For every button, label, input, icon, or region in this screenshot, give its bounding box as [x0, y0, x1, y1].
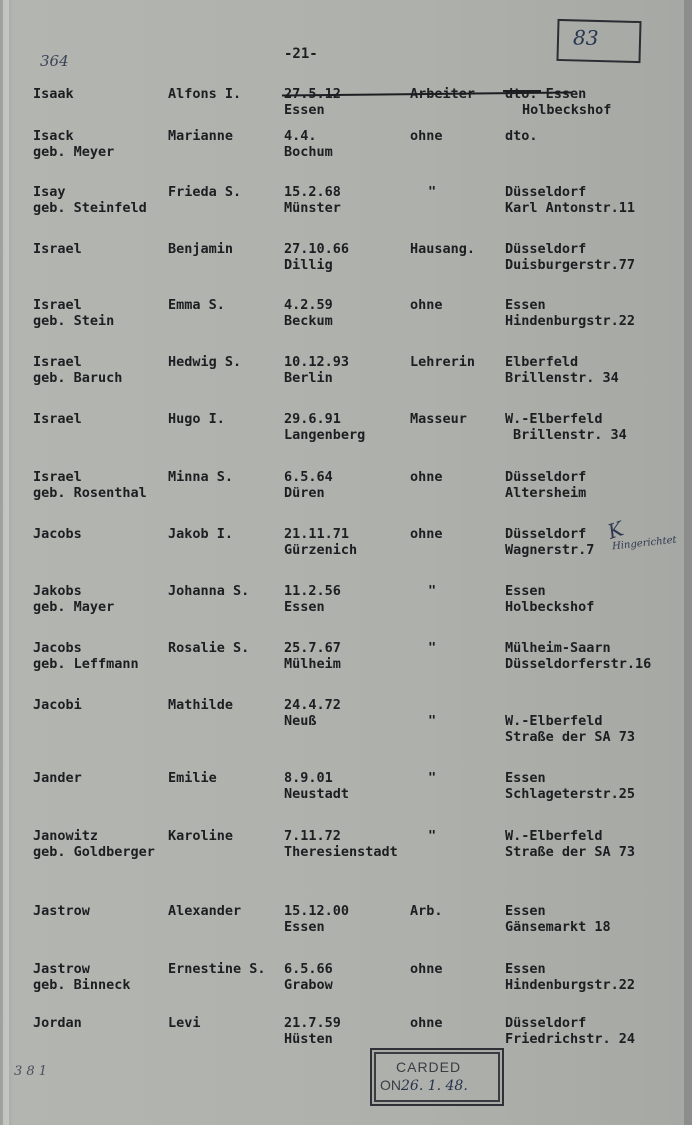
entry-row	[0, 354, 692, 394]
entry-row	[0, 86, 692, 126]
address-street: Holbeckshof	[505, 599, 595, 615]
forename: Levi	[168, 1015, 201, 1031]
entry-row	[0, 583, 692, 623]
surname: Jacobs	[33, 640, 82, 656]
address-city: dto.	[505, 128, 538, 144]
forename: Frieda S.	[168, 184, 242, 200]
occupation: "	[428, 583, 437, 599]
birth-date: 21.11.71	[284, 526, 350, 542]
entry-row	[0, 297, 692, 337]
occupation: "	[428, 828, 437, 844]
birth-place: Essen	[284, 102, 325, 118]
maiden-name: geb. Binneck	[33, 977, 131, 993]
address-city: Düsseldorf	[505, 241, 587, 257]
forename: Minna S.	[168, 469, 234, 485]
address-city: Essen	[505, 770, 546, 786]
entry-row	[0, 770, 692, 810]
address-street: Gänsemarkt 18	[505, 919, 611, 935]
birth-date: 29.6.91	[284, 411, 341, 427]
address-city: Elberfeld	[505, 354, 579, 370]
birth-place: Beckum	[284, 313, 333, 329]
address-city: dto. Essen	[505, 86, 587, 102]
entry-row	[0, 697, 692, 745]
maiden-name: geb. Mayer	[33, 599, 115, 615]
stamp-label: CARDED	[396, 1059, 462, 1075]
surname: Isay	[33, 184, 66, 200]
birth-date: 24.4.72	[284, 697, 341, 713]
entry-row	[0, 640, 692, 680]
birth-place: Hüsten	[284, 1031, 333, 1047]
stamp-date-line	[380, 1077, 468, 1094]
address-city: W.-Elberfeld	[505, 411, 603, 427]
forename: Alexander	[168, 903, 242, 919]
address-street: Straße der SA 73	[505, 844, 636, 860]
surname: Israel	[33, 241, 82, 257]
birth-place: Münster	[284, 200, 341, 216]
page-number: -21-	[284, 46, 318, 62]
occupation: "	[428, 640, 437, 656]
birth-date: 7.11.72	[284, 828, 341, 844]
birth-place: Mülheim	[284, 656, 341, 672]
birth-date: 15.12.00	[284, 903, 350, 919]
address-city: Essen	[505, 903, 546, 919]
birth-place: Theresienstadt	[284, 844, 398, 860]
entry-row	[0, 1015, 692, 1055]
address-city: Essen	[505, 583, 546, 599]
address-street: Schlageterstr.25	[505, 786, 636, 802]
occupation: "	[428, 184, 437, 200]
address-street: Altersheim	[505, 485, 587, 501]
surname: Jacobi	[33, 697, 82, 713]
address-city: Essen	[505, 961, 546, 977]
address-street: Brillenstr. 34	[513, 427, 627, 443]
surname: Israel	[33, 469, 82, 485]
surname: Israel	[33, 297, 82, 313]
birth-date: 27.5.12	[284, 86, 341, 102]
birth-place: Neuß	[284, 713, 317, 729]
address-city: Essen	[505, 297, 546, 313]
maiden-name: geb. Rosenthal	[33, 485, 147, 501]
occupation: Lehrerin	[410, 354, 476, 370]
forename: Hugo I.	[168, 411, 225, 427]
forename: Karoline	[168, 828, 234, 844]
occupation: ohne	[410, 128, 443, 144]
surname: Jander	[33, 770, 82, 786]
address-street: Duisburgerstr.77	[505, 257, 636, 273]
occupation: Arb.	[410, 903, 443, 919]
birth-place: Neustadt	[284, 786, 350, 802]
forename: Emilie	[168, 770, 217, 786]
surname: Isack	[33, 128, 74, 144]
entry-row	[0, 184, 692, 224]
address-street: Brillenstr. 34	[505, 370, 619, 386]
address-street: Wagnerstr.7	[505, 542, 595, 558]
surname: Jastrow	[33, 961, 90, 977]
forename: Johanna S.	[168, 583, 250, 599]
entry-row	[0, 961, 692, 1001]
birth-place: Berlin	[284, 370, 333, 386]
boxed-number-text: 83	[572, 25, 599, 50]
forename: Emma S.	[168, 297, 225, 313]
address-street: Düsseldorferstr.16	[505, 656, 652, 672]
handwritten-note: Hingerichtet	[611, 534, 678, 553]
occupation: Masseur	[410, 411, 467, 427]
birth-place: Dillig	[284, 257, 333, 273]
entry-row	[0, 903, 692, 943]
birth-place: Essen	[284, 599, 325, 615]
address-city: Düsseldorf	[505, 184, 587, 200]
entry-row	[0, 469, 692, 509]
maiden-name: geb. Meyer	[33, 144, 115, 160]
occupation: ohne	[410, 297, 443, 313]
address-city: Düsseldorf	[505, 469, 587, 485]
birth-place: Essen	[284, 919, 325, 935]
entry-row	[0, 526, 692, 566]
birth-place: Bochum	[284, 144, 333, 160]
birth-date: 8.9.01	[284, 770, 333, 786]
occupation: Arbeiter	[410, 86, 476, 102]
birth-date: 15.2.68	[284, 184, 341, 200]
address-street: Friedrichstr. 24	[505, 1031, 636, 1047]
address-city: W.-Elberfeld	[505, 713, 603, 729]
forename: Benjamin	[168, 241, 234, 257]
maiden-name: geb. Goldberger	[33, 844, 155, 860]
occupation: ohne	[410, 469, 443, 485]
occupation: ohne	[410, 961, 443, 977]
birth-date: 10.12.93	[284, 354, 350, 370]
surname: Janowitz	[33, 828, 99, 844]
forename: Jakob I.	[168, 526, 234, 542]
birth-date: 21.7.59	[284, 1015, 341, 1031]
surname: Israel	[33, 411, 82, 427]
entry-row	[0, 128, 692, 168]
maiden-name: geb. Baruch	[33, 370, 123, 386]
birth-date: 27.10.66	[284, 241, 350, 257]
birth-place: Langenberg	[284, 427, 366, 443]
birth-date: 6.5.66	[284, 961, 333, 977]
carded-stamp	[370, 1048, 504, 1106]
birth-place: Gürzenich	[284, 542, 358, 558]
stamp-prefix: ON	[380, 1077, 401, 1093]
surname: Jacobs	[33, 526, 82, 542]
address-street: Hindenburgstr.22	[505, 313, 636, 329]
surname: Jakobs	[33, 583, 82, 599]
maiden-name: geb. Steinfeld	[33, 200, 147, 216]
entry-row	[0, 828, 692, 868]
occupation: ohne	[410, 1015, 443, 1031]
birth-date: 4.4.	[284, 128, 317, 144]
occupation: "	[428, 770, 437, 786]
entry-row	[0, 411, 692, 451]
birth-date: 11.2.56	[284, 583, 341, 599]
address-city: Düsseldorf	[505, 1015, 587, 1031]
birth-place: Grabow	[284, 977, 333, 993]
address-street: Holbeckshof	[522, 102, 612, 118]
address-street: Hindenburgstr.22	[505, 977, 636, 993]
maiden-name: geb. Stein	[33, 313, 115, 329]
birth-date: 4.2.59	[284, 297, 333, 313]
surname: Israel	[33, 354, 82, 370]
occupation: ohne	[410, 526, 443, 542]
surname: Jastrow	[33, 903, 90, 919]
occupation: Hausang.	[410, 241, 476, 257]
forename: Marianne	[168, 128, 234, 144]
birth-date: 25.7.67	[284, 640, 341, 656]
forename: Rosalie S.	[168, 640, 250, 656]
surname: Isaak	[33, 86, 74, 102]
birth-place: Düren	[284, 485, 325, 501]
boxed-page-number	[556, 19, 641, 63]
forename: Ernestine S.	[168, 961, 266, 977]
surname: Jordan	[33, 1015, 82, 1031]
occupation: "	[428, 713, 437, 729]
address-street: Karl Antonstr.11	[505, 200, 636, 216]
handwritten-folio-number: 364	[40, 52, 69, 70]
forename: Mathilde	[168, 697, 234, 713]
stamp-date: 26. 1. 48.	[401, 1078, 468, 1094]
forename: Hedwig S.	[168, 354, 242, 370]
forename: Alfons I.	[168, 86, 242, 102]
address-city: W.-Elberfeld	[505, 828, 603, 844]
address-city: Düsseldorf	[505, 526, 587, 542]
handwritten-bottom-mark: 3 8 1	[14, 1064, 48, 1079]
address-city: Mülheim-Saarn	[505, 640, 611, 656]
entry-row	[0, 241, 692, 281]
handwritten-k-mark: K	[604, 516, 627, 544]
maiden-name: geb. Leffmann	[33, 656, 139, 672]
birth-date: 6.5.64	[284, 469, 333, 485]
address-street: Straße der SA 73	[505, 729, 636, 745]
